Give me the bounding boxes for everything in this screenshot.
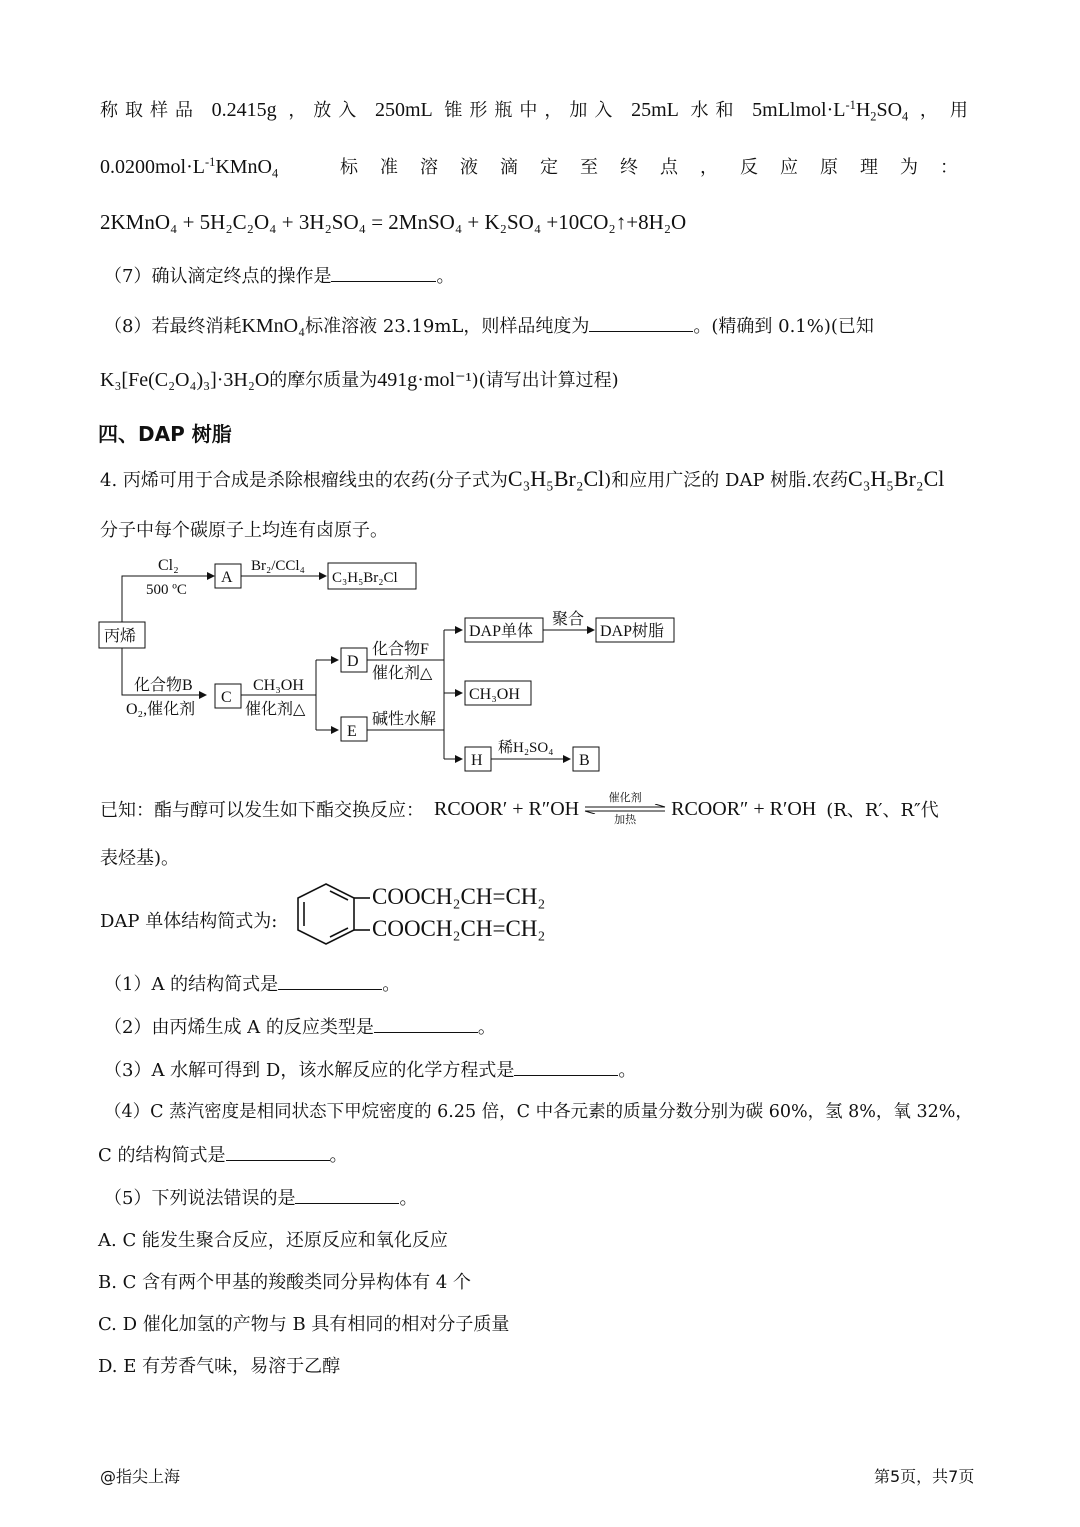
q5-blank[interactable]	[295, 1185, 399, 1204]
page-number: 第5页，共7页	[874, 1467, 975, 1486]
q8-label: （8）若最终消耗	[104, 316, 242, 337]
known-heat: 加热	[614, 813, 637, 826]
kmno4-sup: -1	[205, 155, 216, 170]
dap-chain-1: COOCH₂CH=CH₂	[372, 884, 546, 909]
q3-blank[interactable]	[514, 1057, 618, 1076]
polym-label: 聚合	[552, 611, 585, 628]
q8-end: 。(精确到 0.1%)(已知	[693, 316, 874, 337]
intro-line-1	[100, 96, 980, 122]
equilibrium-arrow	[583, 792, 667, 826]
question-1	[104, 970, 400, 996]
intro-text: ，放入	[288, 100, 364, 121]
option-c[interactable]: C. D 催化加氢的产物与 B 具有相同的相对分子质量	[98, 1314, 510, 1335]
sample-mass: 0.2415g	[211, 99, 277, 121]
cl2-label: Cl₂	[158, 557, 179, 574]
q8-formula: K₃[Fe(C₂O₄)₃]·3H₂O	[100, 369, 270, 391]
q4-text-b: )和应用广泛的 DAP 树脂.农药	[604, 470, 849, 491]
H-label: H	[471, 752, 483, 769]
q8-blank[interactable]	[589, 313, 693, 332]
question-7	[104, 262, 454, 288]
option-b[interactable]: B. C 含有两个甲基的羧酸类同分异构体有 4 个	[98, 1272, 472, 1293]
q7-end: 。	[436, 266, 455, 287]
q1-end: 。	[382, 974, 401, 995]
reaction-scheme	[96, 552, 696, 778]
known-note: (R、R′、R″代	[826, 800, 939, 821]
br2-label: Br₂/CCl₄	[251, 558, 305, 574]
h2so4-so: SO	[876, 99, 903, 121]
intro-text: 锥形瓶中，加入	[444, 100, 620, 121]
q8-mid: 标准溶液 23.19mL，则样品纯度为	[305, 316, 590, 337]
kmno4-conc	[100, 156, 278, 179]
q4-end: 。	[329, 1145, 348, 1166]
intro-text-2: 标准溶液滴定至终点，反应原理为：	[340, 157, 980, 178]
dilute-label: 稀H₂SO₄	[498, 740, 554, 756]
hydro-label: 碱性水解	[372, 711, 437, 728]
B-label: B	[579, 752, 590, 769]
kmno4-conc-text: 0.0200mol·L	[100, 156, 205, 178]
kmno4-text: KMnO	[215, 156, 272, 178]
q4-formula-1: C₃H₅Br₂Cl	[507, 466, 605, 491]
D-label: D	[347, 653, 359, 670]
q4-text-a: 4. 丙烯可用于合成是杀除根瘤线虫的农药(分子式为	[100, 470, 508, 491]
h2so4-2: 2	[870, 109, 877, 124]
h2so4-4: 4	[902, 109, 909, 124]
intro-line-2	[100, 153, 980, 179]
ch3oh2-label: CH₃OH	[469, 686, 520, 703]
q8-end2: )(请写出计算过程)	[471, 370, 619, 391]
h2so4-h: H	[855, 99, 871, 121]
question-8-line2	[100, 366, 619, 392]
o2cat-label: O₂,催化剂	[126, 701, 196, 718]
flask-volume: 250mL	[374, 99, 433, 121]
cat2-label: 催化剂△	[372, 665, 433, 682]
question-5	[104, 1184, 417, 1210]
q4-intro-line1	[100, 466, 944, 492]
q8-kmno4: KMnO₄	[241, 315, 306, 337]
section-title: 四、DAP 树脂	[98, 422, 232, 446]
known-cat: 催化剂	[608, 791, 642, 804]
question-3	[104, 1056, 636, 1082]
q2-end: 。	[477, 1017, 496, 1038]
question-4: （4）C 蒸汽密度是相同状态下甲烷密度的 6.25 倍，C 中各元素的质量分数分别为碳 60%，氢 8%，氧 32%，	[104, 1102, 973, 1122]
dap-chain-2: COOCH₂CH=CH₂	[372, 916, 546, 941]
q4-formula-2: C₃H₅Br₂Cl	[848, 466, 945, 491]
q3-label: （3）A 水解可得到 D，该水解反应的化学方程式是	[104, 1060, 515, 1081]
propene-label: 丙烯	[104, 628, 137, 645]
known-line-2: 表烃基)。	[100, 848, 180, 869]
intro-text: 水和	[690, 100, 741, 121]
C-label: C	[221, 689, 232, 706]
question-2	[104, 1013, 496, 1039]
reaction-equation: 2KMnO₄ + 5H₂C₂O₄ + 3H₂SO₄ = 2MnSO₄ + K₂SO₄ +10CO₂↑+8H₂O	[100, 210, 687, 234]
acid-conc: 5mLlmol·L	[752, 99, 846, 121]
q1-blank[interactable]	[278, 971, 382, 990]
compB-label: 化合物B	[134, 677, 193, 694]
q8-mid2: 的摩尔质量为	[269, 370, 378, 391]
q7-blank[interactable]	[331, 263, 436, 282]
acid-amount	[752, 99, 908, 122]
ch3oh-label: CH₃OH	[253, 677, 304, 694]
q4-blank[interactable]	[226, 1142, 330, 1161]
q8-mass: 491g·mol⁻¹	[377, 369, 472, 391]
known-line	[100, 792, 939, 826]
intro-text: ，用	[919, 100, 980, 121]
q4-intro-line2: 分子中每个碳原子上均连有卤原子。	[100, 520, 388, 541]
compF-label: 化合物F	[372, 641, 429, 658]
question-8	[104, 312, 874, 338]
intro-text: 称取样品	[100, 100, 200, 121]
known-right: RCOOR″ + R′OH	[671, 797, 817, 820]
footer-left: @指尖上海	[100, 1467, 181, 1486]
prod1-label: C₃H₅Br₂Cl	[332, 570, 398, 586]
q1-label: （1）A 的结构简式是	[104, 974, 279, 995]
known-left: RCOOR′ + R″OH	[434, 797, 580, 820]
A-label: A	[221, 569, 233, 586]
q2-label: （2）由丙烯生成 A 的反应类型是	[104, 1017, 374, 1038]
water-volume: 25mL	[631, 99, 679, 121]
option-a[interactable]: A. C 能发生聚合反应，还原反应和氧化反应	[98, 1230, 448, 1251]
resin-label: DAP树脂	[600, 623, 665, 640]
temp-label: 500 ºC	[146, 582, 187, 598]
option-d[interactable]: D. E 有芳香气味，易溶于乙醇	[98, 1356, 341, 1377]
kmno4-sub: 4	[272, 166, 279, 181]
E-label: E	[347, 723, 357, 740]
known-label: 已知：酯与醇可以发生如下酯交换反应：	[100, 800, 424, 821]
q4-label: C 的结构简式是	[98, 1145, 226, 1166]
q7-label: （7）确认滴定终点的操作是	[104, 266, 332, 287]
q2-blank[interactable]	[374, 1014, 478, 1033]
benzene-ring-icon	[290, 880, 370, 952]
q3-end: 。	[618, 1060, 637, 1081]
cat-label: 催化剂△	[245, 701, 306, 718]
monomer-label: DAP单体	[469, 623, 534, 640]
question-4-line2	[98, 1141, 348, 1167]
q5-end: 。	[399, 1188, 418, 1209]
dap-label: DAP 单体结构简式为:	[100, 911, 278, 932]
q5-label: （5）下列说法错误的是	[104, 1188, 296, 1209]
acid-sup: -1	[845, 98, 856, 113]
